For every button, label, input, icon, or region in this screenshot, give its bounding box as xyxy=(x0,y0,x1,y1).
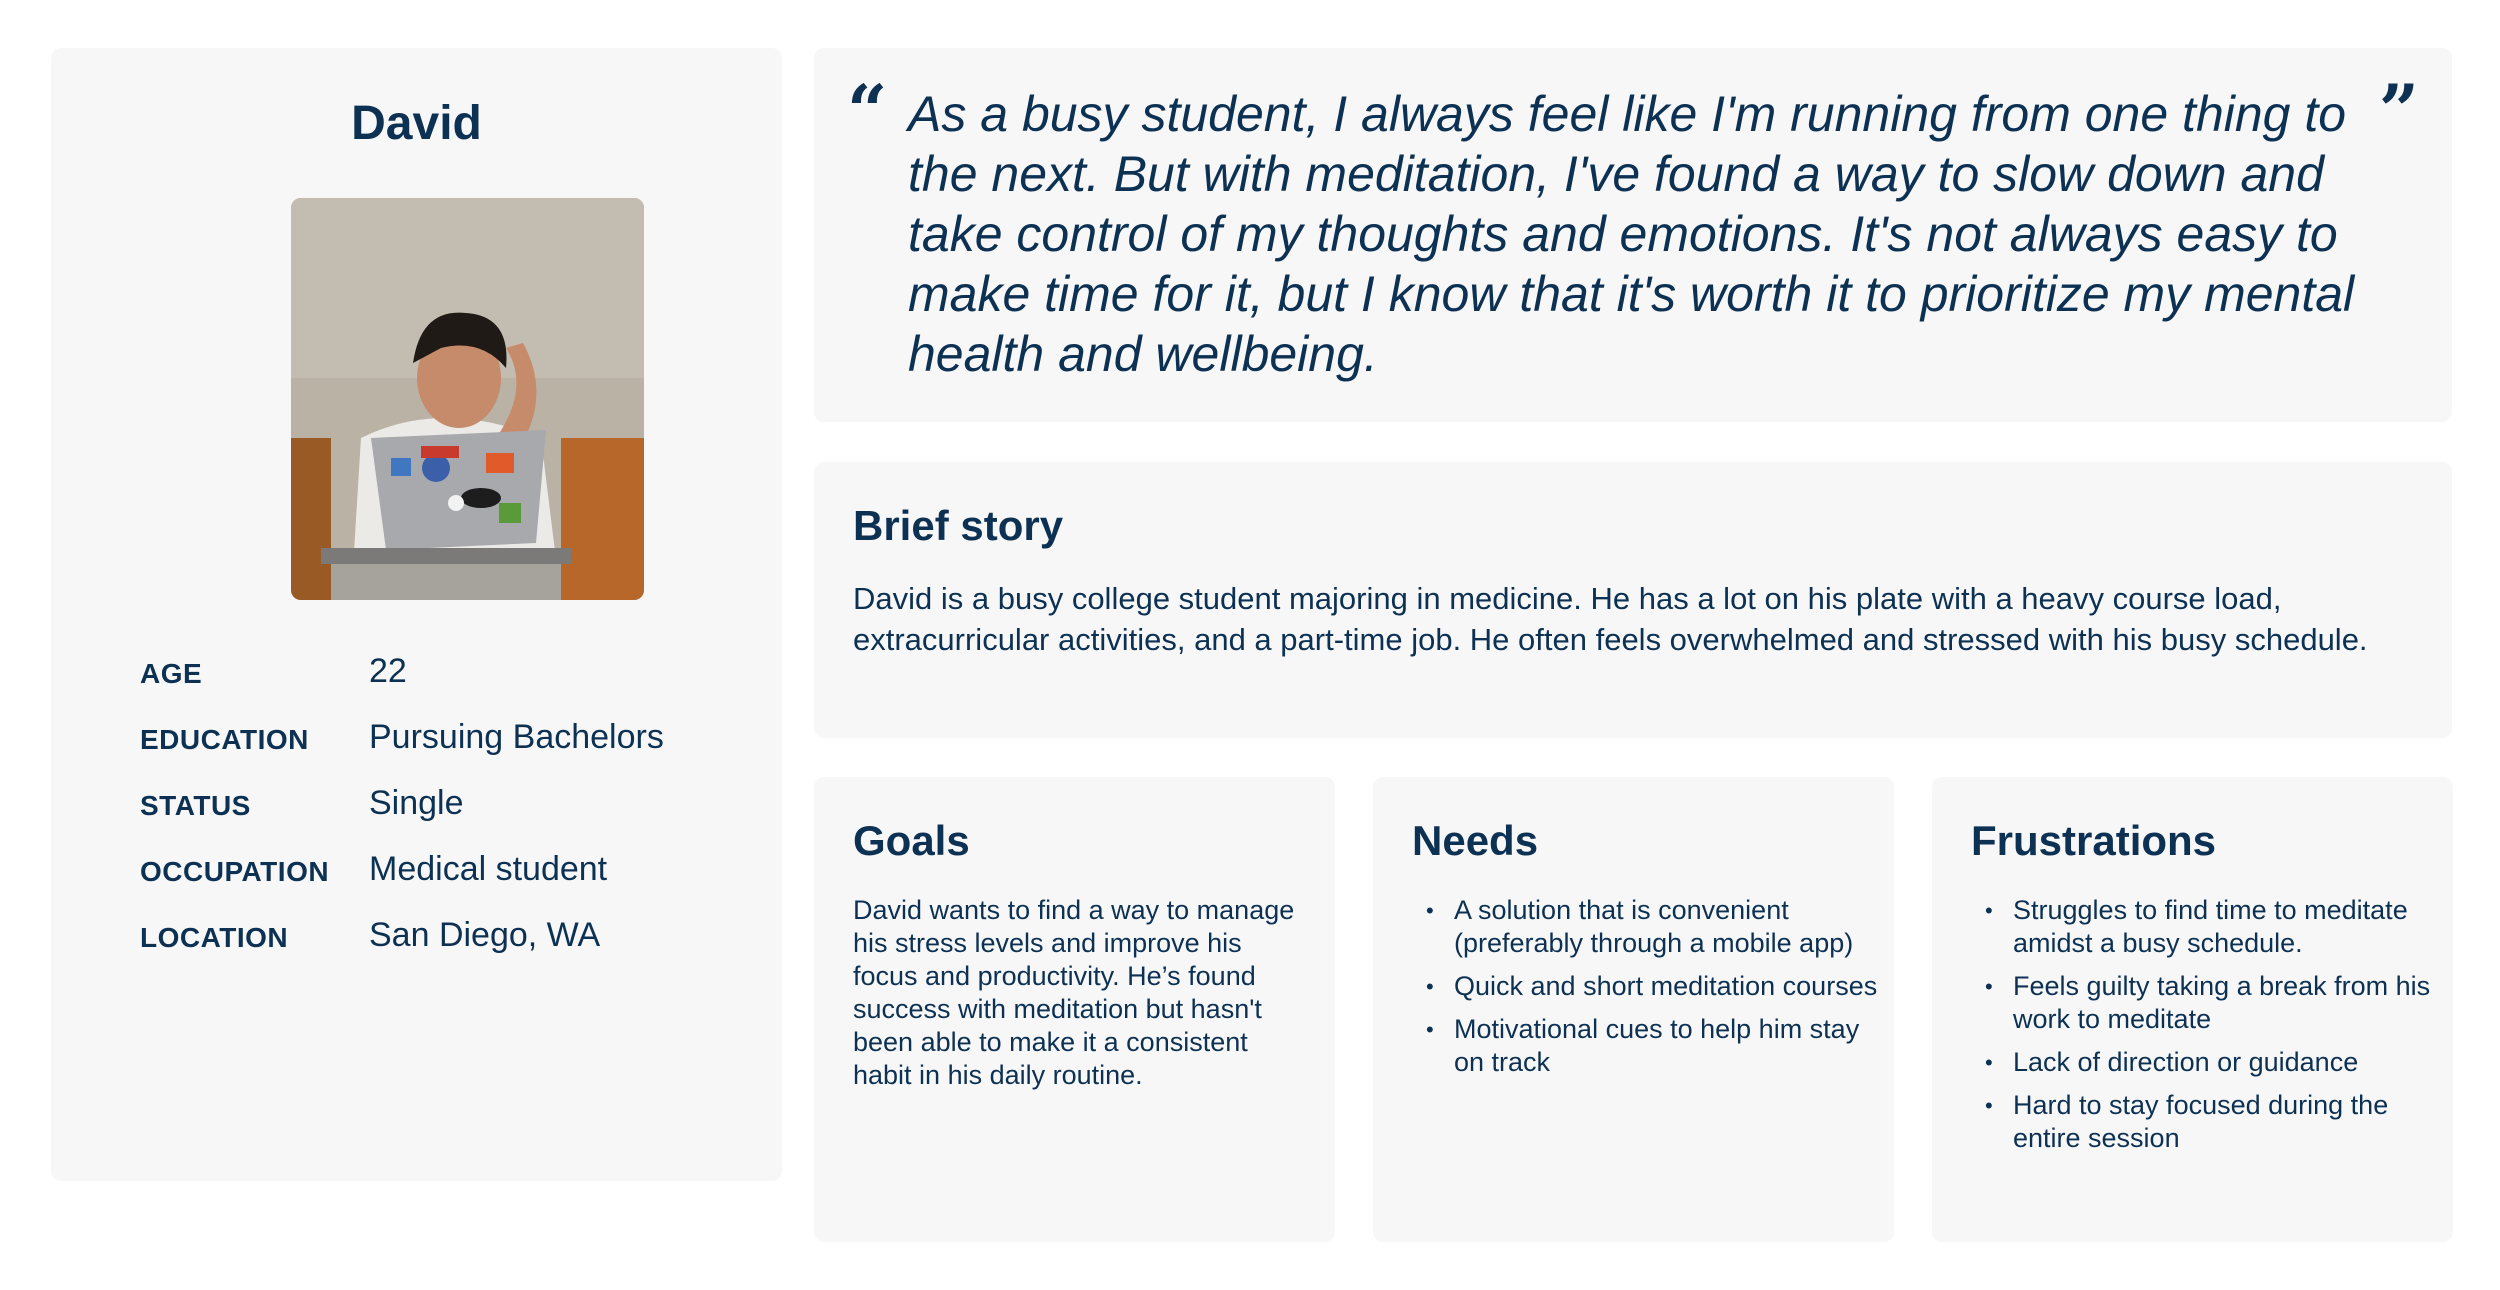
quote-text: As a busy student, I always feel like I'm running from one thing to the next. But with meditation, I've found a way to slow down and take control of my thoughts and emotions. It's not always easy to make time for it, but I know that it's worth it to prioritize my mental health and wellbeing. xyxy=(908,86,2355,382)
brief-story-text: David is a busy college student majoring in medicine. He has a lot on his plate with a heavy course load, extracurricular activities, and a part-time job. He often feels overwhelmed and stressed with his busy schedule. xyxy=(853,581,2368,657)
info-row-education xyxy=(140,714,760,780)
occupation-label: OCCUPATION xyxy=(140,856,330,887)
goals-title: Goals xyxy=(853,817,970,864)
location-value: San Diego, WA xyxy=(369,916,601,954)
goals-card xyxy=(814,777,1335,1242)
brief-story-title: Brief story xyxy=(853,502,1064,549)
list-item: • Motivational cues to help him stay on track xyxy=(1412,1013,1882,1079)
quote-card xyxy=(814,48,2452,422)
status-value: Single xyxy=(369,784,464,822)
needs-card xyxy=(1373,777,1894,1242)
list-item: • Lack of direction or guidance xyxy=(1971,1046,2441,1079)
list-item: • Feels guilty taking a break from his work to meditate xyxy=(1971,970,2441,1036)
education-label: EDUCATION xyxy=(140,724,309,755)
location-label: LOCATION xyxy=(140,922,289,953)
brief-story-card xyxy=(814,462,2452,738)
frustrations-list xyxy=(1971,894,2441,1165)
info-row-age xyxy=(140,648,760,714)
age-label: AGE xyxy=(140,658,203,689)
info-row-location xyxy=(140,912,760,978)
list-item: • Hard to stay focused during the entire session xyxy=(1971,1089,2441,1155)
profile-info xyxy=(140,648,760,978)
info-row-occupation xyxy=(140,846,760,912)
occupation-value: Medical student xyxy=(369,850,608,888)
goals-text: David wants to find a way to manage his stress levels and improve his focus and productivity. He’s found success with meditation but hasn't been able to make it a consistent habit in his daily routine. xyxy=(853,895,1295,1090)
persona-name: David xyxy=(351,97,482,150)
persona-photo xyxy=(291,198,644,600)
status-label: STATUS xyxy=(140,790,251,821)
needs-list xyxy=(1412,894,1882,1089)
list-item: • Struggles to find time to meditate amidst a busy schedule. xyxy=(1971,894,2441,960)
open-quote-icon: “ xyxy=(847,69,888,152)
education-value: Pursuing Bachelors xyxy=(369,718,664,756)
frustrations-title: Frustrations xyxy=(1971,817,2217,864)
profile-card xyxy=(51,48,782,1181)
list-item: • A solution that is convenient (preferably through a mobile app) xyxy=(1412,894,1882,960)
frustrations-card xyxy=(1932,777,2453,1242)
close-quote-icon: ” xyxy=(2378,69,2419,152)
needs-title: Needs xyxy=(1412,817,1539,864)
list-item: • Quick and short meditation courses xyxy=(1412,970,1882,1003)
info-row-status xyxy=(140,780,760,846)
age-value: 22 xyxy=(369,652,407,690)
